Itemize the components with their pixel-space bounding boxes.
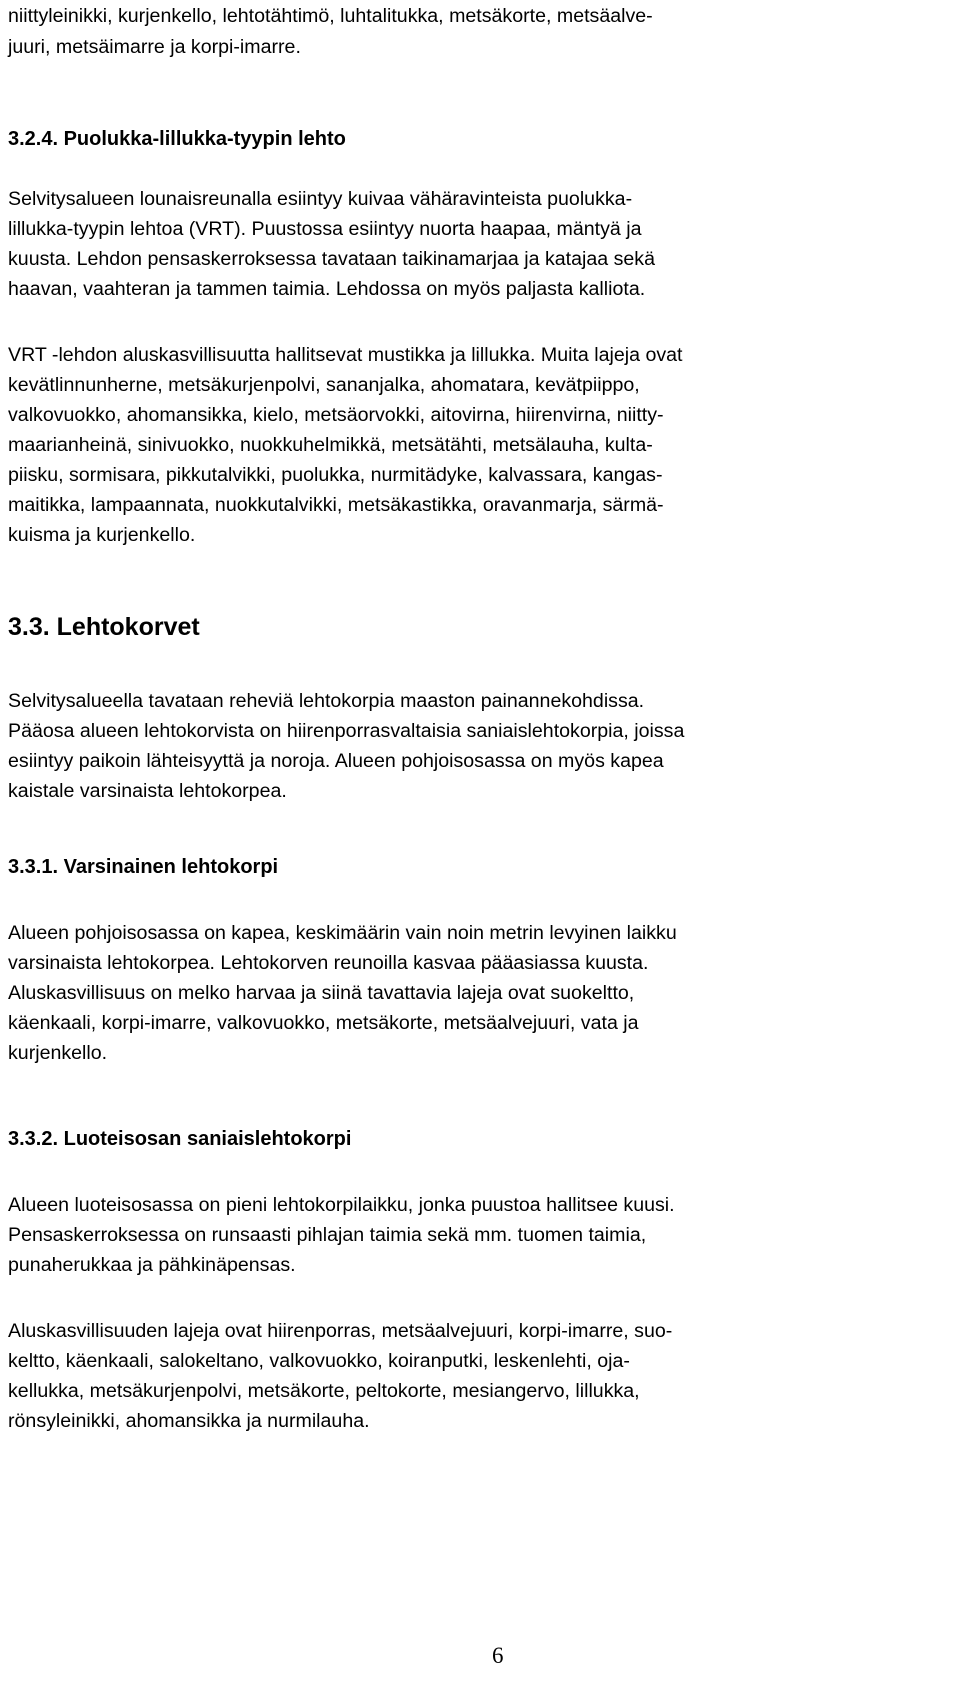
paragraph-2-line-1: Selvitysalueen lounaisreunalla esiintyy kuivaa vähäravinteista puolukka- (8, 188, 633, 210)
section-heading-3-3: 3.3. Lehtokorvet (8, 613, 200, 641)
paragraph-5-line-2: varsinaista lehtokorpea. Lehtokorven reunoilla kasvaa pääasiassa kuusta. (8, 952, 649, 974)
paragraph-2-line-3: kuusta. Lehdon pensaskerroksessa tavataan taikinamarjaa ja katajaa sekä (8, 248, 655, 270)
paragraph-1-line-2: juuri, metsäimarre ja korpi-imarre. (8, 36, 301, 58)
paragraph-3-line-7: kuisma ja kurjenkello. (8, 524, 196, 546)
paragraph-2-line-4: haavan, vaahteran ja tammen taimia. Lehdossa on myös paljasta kalliota. (8, 278, 646, 300)
paragraph-4-line-1: Selvitysalueella tavataan reheviä lehtokorpia maaston painannekohdissa. (8, 690, 645, 712)
section-heading-3-3-2: 3.3.2. Luoteisosan saniaislehtokorpi (8, 1128, 352, 1150)
paragraph-7-line-4: rönsyleinikki, ahomansikka ja nurmilauha. (8, 1410, 370, 1432)
section-heading-3-2-4: 3.2.4. Puolukka-lillukka-tyypin lehto (8, 128, 346, 150)
paragraph-1-line-1: niittyleinikki, kurjenkello, lehtotähtimö, luhtalitukka, metsäkorte, metsäalve- (8, 5, 653, 27)
paragraph-4-line-2: Pääosa alueen lehtokorvista on hiirenporrasvaltaisia saniaislehtokorpia, joissa (8, 720, 685, 742)
paragraph-7-line-2: keltto, käenkaali, salokeltano, valkovuokko, koiranputki, leskenlehti, oja- (8, 1350, 630, 1372)
paragraph-4-line-4: kaistale varsinaista lehtokorpea. (8, 780, 287, 802)
paragraph-5-line-4: käenkaali, korpi-imarre, valkovuokko, metsäkorte, metsäalvejuuri, vata ja (8, 1012, 639, 1034)
paragraph-6-line-1: Alueen luoteisosassa on pieni lehtokorpilaikku, jonka puustoa hallitsee kuusi. (8, 1194, 675, 1216)
paragraph-3-line-6: maitikka, lampaannata, nuokkutalvikki, metsäkastikka, oravanmarja, särmä- (8, 494, 664, 516)
paragraph-5-line-5: kurjenkello. (8, 1042, 108, 1064)
paragraph-6-line-2: Pensaskerroksessa on runsaasti pihlajan taimia sekä mm. tuomen taimia, (8, 1224, 647, 1246)
paragraph-3-line-1: VRT -lehdon aluskasvillisuutta hallitsevat mustikka ja lillukka. Muita lajeja ovat (8, 344, 683, 366)
page-number: 6 (492, 1643, 504, 1668)
paragraph-3-line-5: piisku, sormisara, pikkutalvikki, puolukka, nurmitädyke, kalvassara, kangas- (8, 464, 663, 486)
paragraph-3-line-2: kevätlinnunherne, metsäkurjenpolvi, sananjalka, ahomatara, kevätpiippo, (8, 374, 640, 396)
paragraph-6-line-3: punaherukkaa ja pähkinäpensas. (8, 1254, 296, 1276)
paragraph-3-line-4: maarianheinä, sinivuokko, nuokkuhelmikkä, metsätähti, metsälauha, kulta- (8, 434, 653, 456)
paragraph-2-line-2: lillukka-tyypin lehtoa (VRT). Puustossa esiintyy nuorta haapaa, mäntyä ja (8, 218, 642, 240)
paragraph-7-line-1: Aluskasvillisuuden lajeja ovat hiirenporras, metsäalvejuuri, korpi-imarre, suo- (8, 1320, 673, 1342)
paragraph-3-line-3: valkovuokko, ahomansikka, kielo, metsäorvokki, aitovirna, hiirenvirna, niitty- (8, 404, 664, 426)
paragraph-4-line-3: esiintyy paikoin lähteisyyttä ja noroja. Alueen pohjoisosassa on myös kapea (8, 750, 664, 772)
paragraph-7-line-3: kellukka, metsäkurjenpolvi, metsäkorte, peltokorte, mesiangervo, lillukka, (8, 1380, 640, 1402)
section-heading-3-3-1: 3.3.1. Varsinainen lehtokorpi (8, 856, 279, 878)
paragraph-5-line-1: Alueen pohjoisosassa on kapea, keskimäärin vain noin metrin levyinen laikku (8, 922, 677, 944)
paragraph-5-line-3: Aluskasvillisuus on melko harvaa ja siinä tavattavia lajeja ovat suokeltto, (8, 982, 635, 1004)
